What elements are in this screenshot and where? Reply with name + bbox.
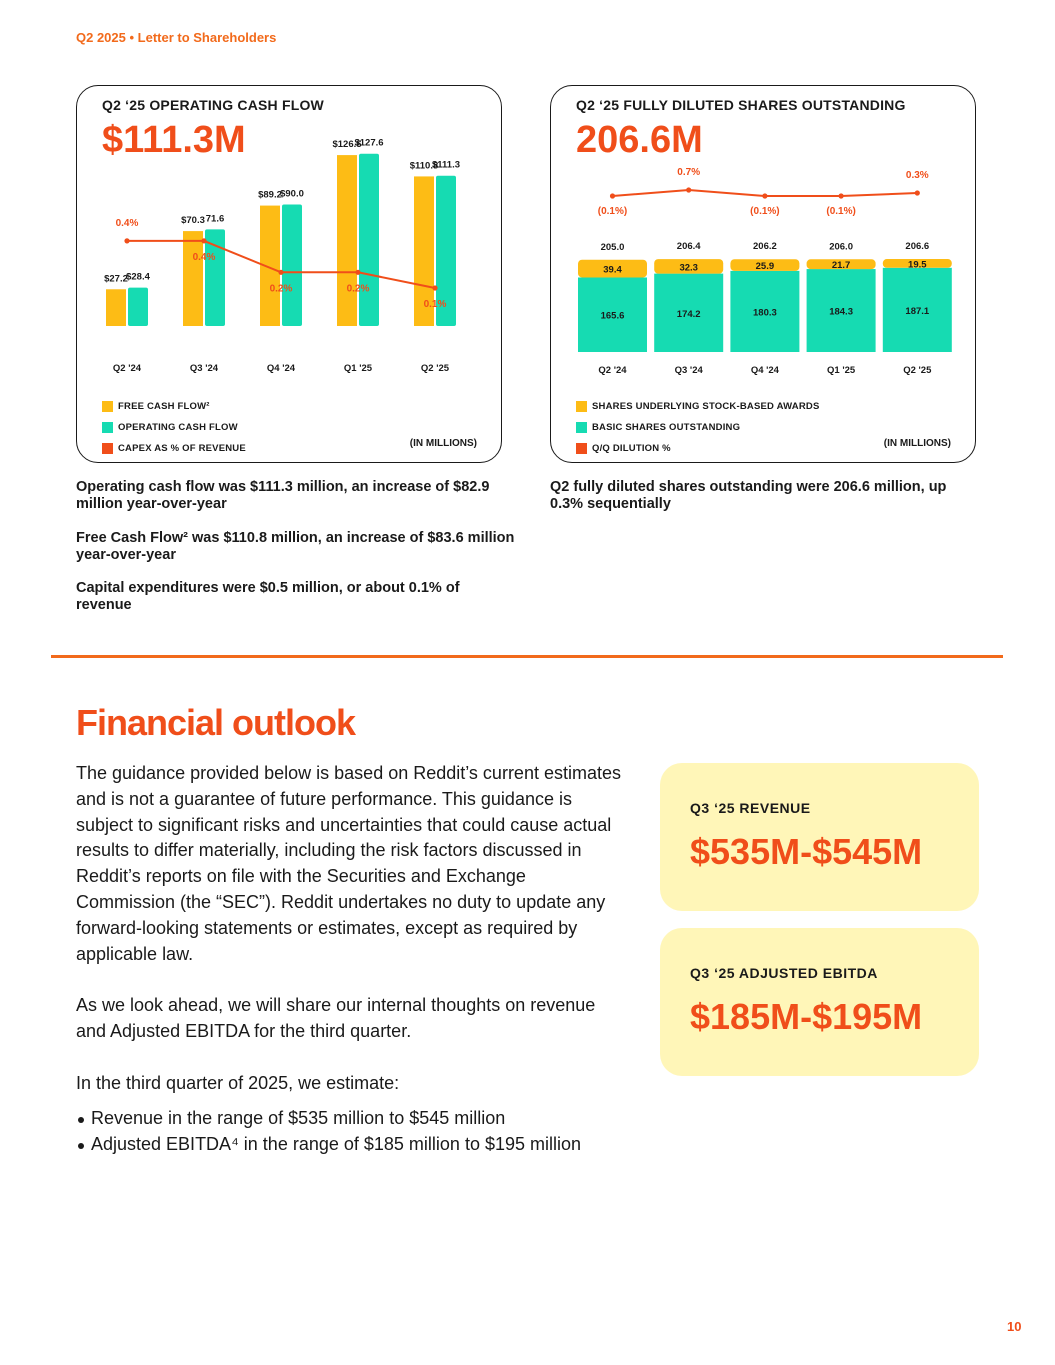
bar-value-label: 184.3 [829, 306, 853, 318]
section-title: Financial outlook [76, 702, 356, 743]
legend-swatch [102, 401, 113, 412]
cash-flow-caption: Operating cash flow was $111.3 million, an increase of $82.9 million year-over-year [76, 479, 490, 512]
legend-label: CAPEX AS % OF REVENUE [118, 443, 246, 454]
diluted-shares-chart [551, 86, 977, 386]
capex-point [201, 238, 206, 243]
legend-item [102, 417, 246, 438]
dilution-data-label: (0.1%) [750, 206, 780, 217]
capex-data-label: 0.4% [115, 217, 139, 229]
list-item: Revenue in the range of $535 million to $545 million [91, 1106, 621, 1132]
bar-value-label: 165.6 [600, 310, 625, 322]
bar-value-label: 19.5 [908, 259, 927, 271]
free-cash-flow-bar [106, 289, 126, 326]
capex-data-label: 0.4% [192, 251, 216, 263]
outlook-body [76, 761, 621, 1158]
bar-value-label: $89.2 [258, 189, 282, 201]
total-value-label: 205.0 [600, 241, 625, 253]
bar-value-label: $110.8 [409, 160, 439, 172]
document-header-tag: Q2 2025 • Letter to Shareholders [76, 30, 277, 45]
bar-value-label: 174.2 [676, 308, 701, 320]
x-axis-tick-label: Q2 '25 [903, 365, 932, 376]
capex-caption: Capital expenditures were $0.5 million, or about 0.1% of revenue [76, 580, 460, 613]
outlook-paragraph: As we look ahead, we will share our internal thoughts on revenue and Adjusted EBITDA for the third quarter. [76, 995, 596, 1041]
capex-point [124, 238, 129, 243]
outlook-bullets [76, 1106, 621, 1158]
dilution-point [915, 190, 920, 195]
free-cash-flow-caption: Free Cash Flow² was $110.8 million, an increase of $83.6 million year-over-year [76, 530, 515, 563]
guidance-label: Q3 ‘25 ADJUSTED EBITDA [690, 965, 878, 981]
x-axis-tick-label: Q1 '25 [827, 365, 856, 376]
legend-swatch [102, 422, 113, 433]
x-axis-tick-label: Q2 '24 [112, 363, 142, 374]
legend-item [102, 438, 246, 459]
total-value-label: 206.0 [829, 241, 853, 253]
bar-value-label: $127.6 [354, 137, 384, 149]
x-axis-tick-label: Q3 '24 [674, 365, 703, 376]
total-value-label: 206.6 [905, 241, 930, 253]
dilution-data-label: 0.3% [905, 170, 929, 181]
operating-cash-flow-bar [128, 288, 148, 326]
capex-data-label: 0.2% [269, 283, 293, 295]
page-number: 10 [1007, 1319, 1022, 1334]
guidance-value: $535M-$545M [690, 831, 923, 872]
legend-swatch [576, 422, 587, 433]
x-axis-tick-label: Q2 '25 [420, 363, 450, 374]
legend-label: Q/Q DILUTION % [592, 443, 671, 454]
capex-data-label: 0.2% [346, 283, 370, 295]
x-axis-tick-label: Q4 '24 [750, 365, 779, 376]
outlook-paragraph: In the third quarter of 2025, we estimate: [76, 1072, 400, 1093]
dilution-data-label: (0.1%) [826, 206, 856, 217]
x-axis-tick-label: Q4 '24 [266, 363, 296, 374]
cash-flow-headline: $111.3M [102, 119, 246, 161]
dilution-point [762, 193, 767, 198]
list-item: Adjusted EBITDA⁴ in the range of $185 million to $195 million [91, 1132, 621, 1158]
operating-cash-flow-chart [77, 86, 503, 386]
operating-cash-flow-bar [205, 229, 225, 326]
legend-item [576, 438, 820, 459]
bar-value-label: 180.3 [753, 307, 777, 319]
shares-card-title: Q2 ‘25 FULLY DILUTED SHARES OUTSTANDING [576, 97, 906, 113]
bar-value-label: 39.4 [603, 264, 622, 276]
section-divider [51, 655, 1003, 658]
x-axis-tick-label: Q2 '24 [598, 365, 627, 376]
bar-value-label: $111.3 [431, 159, 461, 171]
dilution-data-label: 0.7% [677, 167, 701, 178]
legend-label: OPERATING CASH FLOW [118, 422, 238, 433]
legend-item [576, 417, 820, 438]
bar-value-label: 32.3 [679, 262, 698, 274]
revenue-guidance-box [660, 763, 979, 911]
free-cash-flow-bar [337, 155, 357, 326]
ebitda-guidance-box [660, 928, 979, 1076]
cash-flow-legend [102, 396, 246, 459]
legend-item [102, 396, 246, 417]
bar-value-label: 21.7 [831, 260, 851, 272]
legend-swatch [576, 443, 587, 454]
bar-value-label: $70.3 [181, 215, 205, 227]
x-axis-tick-label: Q1 '25 [343, 363, 373, 374]
capex-point [278, 270, 283, 275]
free-cash-flow-bar [183, 231, 203, 326]
diluted-shares-card [550, 85, 976, 463]
operating-cash-flow-bar [359, 154, 379, 326]
bar-value-label: 25.9 [755, 261, 775, 273]
legend-label: SHARES UNDERLYING STOCK-BASED AWARDS [592, 401, 820, 412]
operating-cash-flow-bar [282, 205, 302, 327]
units-label: (IN MILLIONS) [409, 438, 477, 449]
cash-flow-card-title: Q2 ‘25 OPERATING CASH FLOW [102, 97, 324, 113]
legend-swatch [102, 443, 113, 454]
bar-value-label: $126.6 [332, 139, 362, 151]
shares-headline: 206.6M [576, 119, 703, 161]
operating-cash-flow-card [76, 85, 502, 463]
total-value-label: 206.2 [753, 241, 777, 253]
legend-swatch [576, 401, 587, 412]
dilution-point [610, 193, 615, 198]
total-value-label: 206.4 [676, 241, 701, 253]
capex-point [432, 285, 437, 290]
bar-value-label: $90.0 [280, 188, 304, 200]
capex-line [127, 241, 435, 288]
bar-value-label: 187.1 [905, 305, 930, 317]
dilution-point [686, 187, 691, 192]
shares-legend [576, 396, 820, 459]
bar-value-label: 71.6 [205, 213, 225, 225]
dilution-point [839, 193, 844, 198]
bar-value-label: $28.4 [126, 271, 150, 283]
capex-data-label: 0.1% [423, 299, 447, 310]
legend-item [576, 396, 820, 417]
x-axis-tick-label: Q3 '24 [189, 363, 219, 374]
guidance-label: Q3 ‘25 REVENUE [690, 800, 811, 816]
guidance-value: $185M-$195M [690, 996, 923, 1037]
capex-point [355, 270, 360, 275]
units-label: (IN MILLIONS) [883, 438, 951, 449]
outlook-paragraph: The guidance provided below is based on Reddit’s current estimates and is not a guarantee of future performance. This guidance is subject to significant risks and uncertainties that could cause actual results to differ materially, including the risk factors discussed in Reddit’s reports on file with the Securities and Exchange Commission (the “SEC”). Reddit undertakes no duty to update any forward-looking statements or estimates, except as required by applicable law. [76, 763, 621, 964]
dilution-data-label: (0.1%) [597, 206, 628, 217]
shares-caption: Q2 fully diluted shares outstanding were 206.6 million, up 0.3% sequentially [550, 479, 947, 512]
legend-label: FREE CASH FLOW² [118, 401, 210, 412]
bar-value-label: $27.2 [104, 273, 128, 285]
legend-label: BASIC SHARES OUTSTANDING [592, 422, 741, 433]
